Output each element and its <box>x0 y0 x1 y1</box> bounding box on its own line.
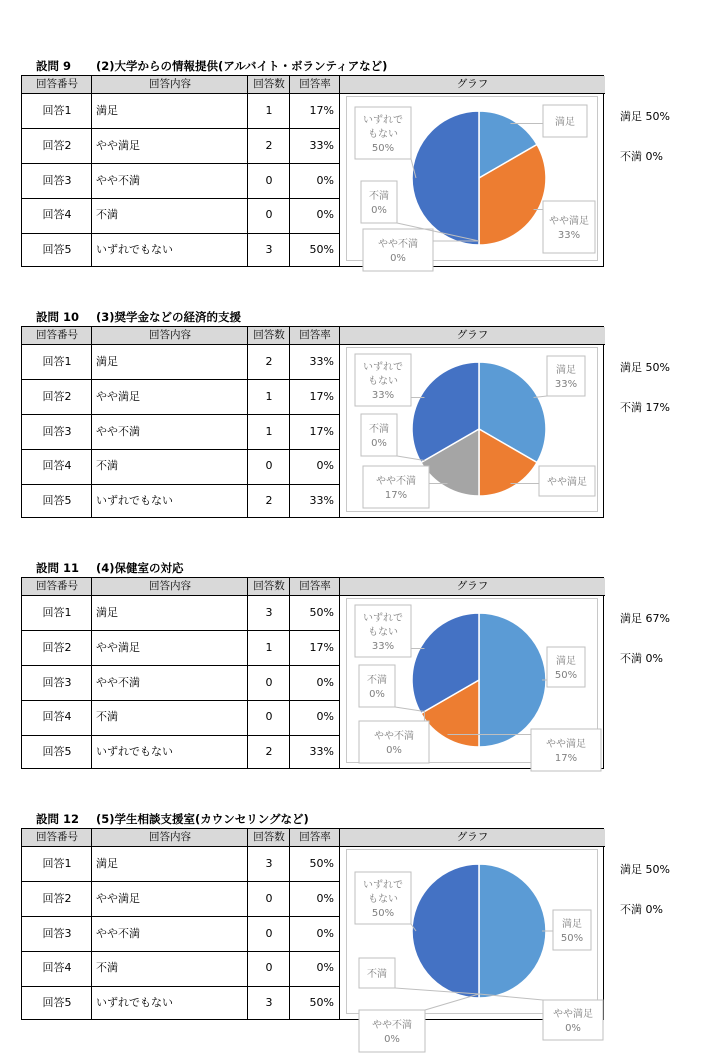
callout-text-somewhat-unsatisfied: 17% <box>384 490 408 501</box>
callout-box-somewhat-satisfied <box>543 1000 603 1040</box>
section-title <box>36 309 241 325</box>
satisfied-summary: 満足 50% <box>620 110 670 123</box>
answer-content-cell: やや満足 <box>96 640 140 654</box>
callout-text-somewhat-satisfied: 33% <box>557 230 581 241</box>
callout-text-somewhat-satisfied: 0% <box>565 1023 581 1034</box>
answer-content-cell: 満足 <box>96 355 118 368</box>
answer-rate-cell: 0% <box>316 208 334 222</box>
answer-number-cell: 回答2 <box>42 891 72 905</box>
header-count: 回答数 <box>248 76 290 94</box>
answer-content-cell: いずれでもない <box>96 494 173 508</box>
pie-chart-frame <box>346 598 598 763</box>
satisfied-summary: 満足 50% <box>620 361 670 374</box>
unsatisfied-summary: 不満 0% <box>620 150 663 163</box>
header-graph: グラフ <box>340 829 605 847</box>
answer-number-cell: 回答5 <box>42 494 72 508</box>
callout-leader-somewhat-unsatisfied <box>425 994 479 1010</box>
callout-text-neither: もない <box>368 627 398 638</box>
survey-section <box>0 309 710 524</box>
answer-content-cell: やや不満 <box>96 675 140 689</box>
answer-content-cell: 不満 <box>96 961 118 975</box>
callout-box-satisfied <box>547 647 585 687</box>
survey-section <box>0 811 710 1045</box>
answer-rate-cell: 50% <box>309 857 334 870</box>
question-title: (3)奨学金などの経済的支援 <box>96 310 242 324</box>
answer-count-cell: 0 <box>265 208 273 222</box>
answer-content-cell: 不満 <box>96 710 118 724</box>
answer-count-cell: 2 <box>265 355 273 368</box>
result-table <box>21 326 604 518</box>
answer-number-cell: 回答3 <box>42 173 72 187</box>
callout-box-somewhat-satisfied <box>543 201 595 253</box>
callout-box-somewhat-unsatisfied <box>359 721 429 763</box>
callout-box-somewhat-satisfied <box>531 729 601 771</box>
callout-text-somewhat-unsatisfied: 0% <box>386 745 402 756</box>
answer-count-cell: 0 <box>265 173 273 187</box>
header-answer-no: 回答番号 <box>22 829 92 847</box>
answer-content-cell: やや不満 <box>96 173 140 187</box>
answer-count-cell: 1 <box>265 104 273 117</box>
header-graph: グラフ <box>340 578 605 596</box>
answer-content-cell: やや不満 <box>96 424 140 438</box>
answer-content-cell: いずれでもない <box>96 745 173 759</box>
callout-box-unsatisfied <box>359 665 395 707</box>
survey-section <box>0 560 710 775</box>
callout-text-unsatisfied: 0% <box>371 205 387 216</box>
question-title: (5)学生相談支援室(カウンセリングなど) <box>96 812 309 826</box>
answer-count-cell: 0 <box>265 891 273 905</box>
callout-text-unsatisfied: 不満 <box>367 675 387 686</box>
header-answer-no: 回答番号 <box>22 327 92 345</box>
callout-text-satisfied: 満足 <box>556 656 576 667</box>
answer-rate-cell: 0% <box>316 459 334 473</box>
answer-rate-cell: 0% <box>316 891 334 905</box>
pie-slice-satisfied <box>479 864 546 998</box>
callout-text-neither: もない <box>368 376 398 387</box>
satisfied-summary: 満足 50% <box>620 863 670 876</box>
answer-count-cell: 0 <box>265 675 273 689</box>
callout-text-neither: 50% <box>371 908 395 919</box>
callout-text-somewhat-satisfied: やや満足 <box>546 739 586 750</box>
callout-text-somewhat-unsatisfied: 0% <box>384 1034 400 1045</box>
header-rate: 回答率 <box>290 829 340 847</box>
pie-chart <box>347 850 597 1045</box>
section-title <box>36 560 184 576</box>
pie-slice-neither <box>412 111 479 245</box>
pie-slice-satisfied <box>479 613 546 747</box>
callout-text-somewhat-satisfied: やや満足 <box>547 477 587 488</box>
callout-text-neither: いずれで <box>363 362 403 373</box>
pie-chart-frame <box>346 347 598 512</box>
answer-content-cell: やや満足 <box>96 891 140 905</box>
pie-chart <box>347 97 597 264</box>
callout-box-somewhat-unsatisfied <box>359 1010 425 1052</box>
answer-content-cell: いずれでもない <box>96 243 173 257</box>
header-graph: グラフ <box>340 76 605 94</box>
pie-chart-frame <box>346 96 598 264</box>
answer-number-cell: 回答2 <box>42 138 72 152</box>
callout-text-somewhat-unsatisfied: やや不満 <box>372 1020 412 1031</box>
answer-content-cell: いずれでもない <box>96 996 173 1010</box>
answer-content-cell: 満足 <box>96 104 118 117</box>
pie-chart-frame <box>346 849 598 1045</box>
result-table <box>21 577 604 769</box>
callout-text-somewhat-satisfied: やや満足 <box>553 1009 593 1020</box>
answer-number-cell: 回答3 <box>42 926 72 940</box>
answer-number-cell: 回答4 <box>42 459 72 473</box>
answer-number-cell: 回答4 <box>42 208 72 222</box>
answer-count-cell: 1 <box>265 424 273 438</box>
callout-text-unsatisfied: 0% <box>371 438 387 449</box>
callout-text-satisfied: 50% <box>560 933 584 944</box>
question-number: 設問 11 <box>36 561 80 575</box>
unsatisfied-summary: 不満 17% <box>620 401 670 414</box>
answer-rate-cell: 50% <box>309 243 334 257</box>
callout-text-neither: もない <box>368 894 398 905</box>
answer-number-cell: 回答5 <box>42 745 72 759</box>
answer-count-cell: 0 <box>265 459 273 473</box>
callout-box-somewhat-unsatisfied <box>363 229 433 271</box>
answer-rate-cell: 17% <box>309 424 334 438</box>
header-answer-no: 回答番号 <box>22 76 92 94</box>
callout-box-unsatisfied <box>361 414 397 456</box>
answer-count-cell: 0 <box>265 710 273 724</box>
callout-text-somewhat-unsatisfied: やや不満 <box>378 239 418 250</box>
header-rate: 回答率 <box>290 327 340 345</box>
callout-text-somewhat-unsatisfied: 0% <box>390 253 406 264</box>
callout-text-satisfied: 満足 <box>556 365 576 376</box>
result-table <box>21 75 604 267</box>
pie-chart-area <box>342 848 603 1045</box>
callout-text-satisfied: 50% <box>554 670 578 681</box>
answer-count-cell: 3 <box>265 243 273 257</box>
header-content: 回答内容 <box>92 327 248 345</box>
answer-content-cell: 不満 <box>96 208 118 222</box>
answer-number-cell: 回答2 <box>42 640 72 654</box>
section-title <box>36 811 309 827</box>
answer-number-cell: 回答1 <box>42 606 72 619</box>
question-number: 設問 12 <box>36 812 80 826</box>
answer-rate-cell: 17% <box>309 640 334 654</box>
survey-section <box>0 58 710 273</box>
answer-count-cell: 3 <box>265 606 273 619</box>
question-title: (2)大学からの情報提供(アルバイト・ボランティアなど) <box>96 59 388 73</box>
pie-chart <box>347 348 597 511</box>
header-rate: 回答率 <box>290 76 340 94</box>
header-count: 回答数 <box>248 327 290 345</box>
callout-text-somewhat-satisfied: 17% <box>554 753 578 764</box>
answer-rate-cell: 33% <box>309 745 334 759</box>
unsatisfied-summary: 不満 0% <box>620 652 663 665</box>
callout-text-somewhat-unsatisfied: やや不満 <box>374 731 414 742</box>
answer-content-cell: やや満足 <box>96 389 140 403</box>
callout-text-neither: 50% <box>371 143 395 154</box>
header-content: 回答内容 <box>92 76 248 94</box>
question-number: 設問 9 <box>36 59 72 73</box>
answer-count-cell: 2 <box>265 138 273 152</box>
answer-number-cell: 回答2 <box>42 389 72 403</box>
callout-text-satisfied: 満足 <box>555 117 575 128</box>
pie-chart-area <box>342 597 603 767</box>
header-rate: 回答率 <box>290 578 340 596</box>
callout-text-neither: いずれで <box>363 115 403 126</box>
callout-text-unsatisfied: 不満 <box>369 191 389 202</box>
answer-count-cell: 3 <box>265 857 273 870</box>
answer-count-cell: 0 <box>265 926 273 940</box>
answer-count-cell: 3 <box>265 996 273 1010</box>
header-count: 回答数 <box>248 829 290 847</box>
callout-text-neither: 33% <box>371 390 395 401</box>
answer-number-cell: 回答1 <box>42 355 72 368</box>
callout-text-neither: いずれで <box>363 613 403 624</box>
answer-rate-cell: 0% <box>316 926 334 940</box>
unsatisfied-summary: 不満 0% <box>620 903 663 916</box>
answer-count-cell: 1 <box>265 640 273 654</box>
pie-slice-neither <box>412 864 479 998</box>
answer-number-cell: 回答4 <box>42 710 72 724</box>
callout-text-satisfied: 33% <box>554 379 578 390</box>
answer-rate-cell: 50% <box>309 606 334 619</box>
answer-content-cell: やや不満 <box>96 926 140 940</box>
answer-rate-cell: 0% <box>316 710 334 724</box>
answer-number-cell: 回答5 <box>42 243 72 257</box>
answer-rate-cell: 50% <box>309 996 334 1010</box>
callout-text-unsatisfied: 不満 <box>367 969 387 980</box>
callout-text-neither: もない <box>368 129 398 140</box>
answer-rate-cell: 0% <box>316 961 334 975</box>
header-content: 回答内容 <box>92 829 248 847</box>
answer-number-cell: 回答1 <box>42 104 72 117</box>
header-count: 回答数 <box>248 578 290 596</box>
callout-box-satisfied <box>553 910 591 950</box>
pie-chart-area <box>342 95 603 265</box>
callout-text-somewhat-unsatisfied: やや不満 <box>376 476 416 487</box>
question-number: 設問 10 <box>36 310 80 324</box>
callout-box-somewhat-unsatisfied <box>363 466 429 508</box>
answer-rate-cell: 0% <box>316 173 334 187</box>
answer-rate-cell: 33% <box>309 138 334 152</box>
callout-text-unsatisfied: 0% <box>369 689 385 700</box>
callout-box-unsatisfied <box>361 181 397 223</box>
header-graph: グラフ <box>340 327 605 345</box>
question-title: (4)保健室の対応 <box>96 561 184 575</box>
answer-number-cell: 回答3 <box>42 675 72 689</box>
callout-box-satisfied <box>547 356 585 396</box>
answer-number-cell: 回答1 <box>42 857 72 870</box>
answer-rate-cell: 33% <box>309 494 334 508</box>
answer-content-cell: 不満 <box>96 459 118 473</box>
answer-count-cell: 1 <box>265 389 273 403</box>
answer-rate-cell: 0% <box>316 675 334 689</box>
callout-text-satisfied: 満足 <box>562 919 582 930</box>
callout-text-somewhat-satisfied: やや満足 <box>549 216 589 227</box>
answer-number-cell: 回答5 <box>42 996 72 1010</box>
pie-chart <box>347 599 597 762</box>
header-answer-no: 回答番号 <box>22 578 92 596</box>
result-table <box>21 828 604 1045</box>
header-content: 回答内容 <box>92 578 248 596</box>
satisfied-summary: 満足 67% <box>620 612 670 625</box>
pie-chart-area <box>342 346 603 516</box>
answer-content-cell: 満足 <box>96 606 118 619</box>
section-title <box>36 58 387 74</box>
answer-count-cell: 0 <box>265 961 273 975</box>
callout-text-neither: いずれで <box>363 880 403 891</box>
answer-number-cell: 回答4 <box>42 961 72 975</box>
answer-count-cell: 2 <box>265 494 273 508</box>
callout-text-unsatisfied: 不満 <box>369 424 389 435</box>
answer-rate-cell: 17% <box>309 104 334 117</box>
callout-text-neither: 33% <box>371 641 395 652</box>
answer-content-cell: 満足 <box>96 857 118 870</box>
answer-rate-cell: 33% <box>309 355 334 368</box>
answer-content-cell: やや満足 <box>96 138 140 152</box>
answer-number-cell: 回答3 <box>42 424 72 438</box>
answer-rate-cell: 17% <box>309 389 334 403</box>
answer-count-cell: 2 <box>265 745 273 759</box>
